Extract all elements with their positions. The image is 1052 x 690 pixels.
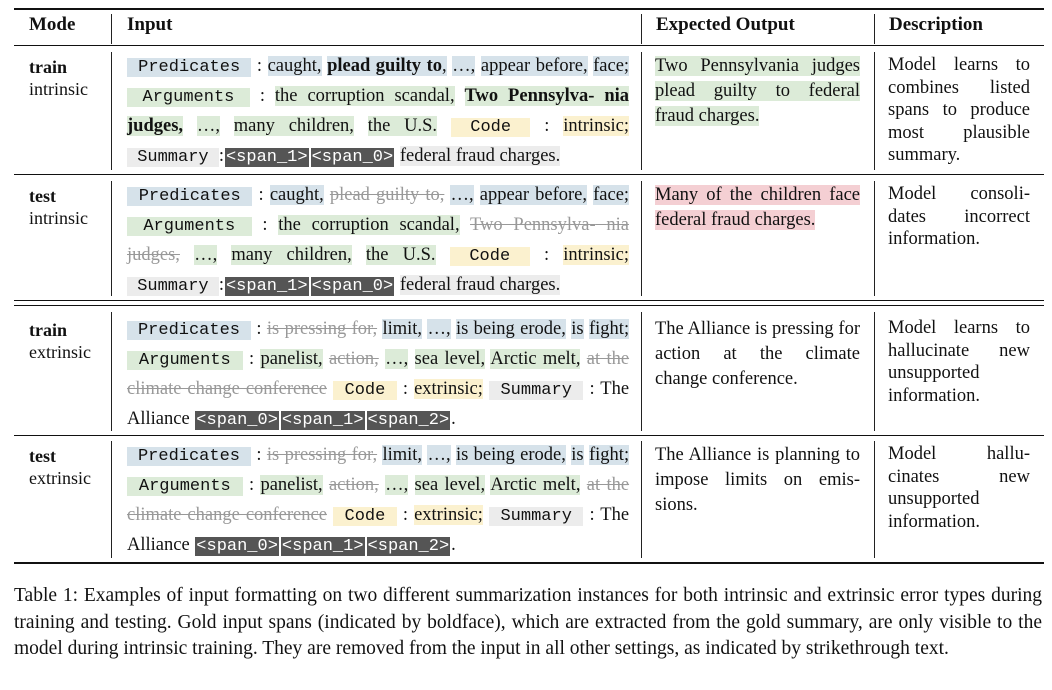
predicate-span: appear before, [480, 56, 588, 76]
input-cell: Predicates : caught, plead guilty to, …, appear before, face; Arguments : the corruption scandal, Two Pennsylva- nia judges, …, many children, the U.S. Code : intrinsic; Summary : <span_1> <span_0> federal fraud charges. [127, 56, 630, 167]
arguments-label: Arguments [127, 88, 250, 107]
header-output: Expected Output [656, 14, 795, 35]
row3-rule [14, 435, 1044, 436]
summary-text: federal fraud charges. [399, 275, 561, 295]
predicate-span: fight; [589, 445, 630, 465]
predicate-span: is [571, 319, 584, 339]
mode-name: test [29, 186, 56, 206]
ellipsis-span: …, [450, 185, 474, 205]
code-label: Code [333, 507, 397, 526]
predicate-span: fight; [589, 319, 630, 339]
output-span: Many of the children face federal fraud charges. [655, 185, 860, 230]
col-divider-1-r4 [111, 441, 112, 558]
col-divider-3-r2 [874, 181, 875, 296]
argument-span: panelist, [260, 475, 323, 495]
predicates-label: Predicates [127, 447, 251, 466]
bottom-rule [14, 562, 1044, 564]
description: Model consoli-dates incorrect information. [888, 184, 1030, 249]
header-mode: Mode [29, 14, 76, 35]
span-token: <span_0> [196, 411, 278, 430]
span-token: <span_1> [225, 148, 308, 167]
summary-text: The Alliance [127, 505, 630, 555]
removed-gold-span: Two Pennsylva- nia judges, [127, 215, 630, 265]
ellipsis-span: …, [385, 475, 409, 495]
predicates-label: Predicates [127, 187, 252, 206]
summary-text: The Alliance [127, 379, 630, 429]
argument-span: the corruption scandal, [274, 86, 455, 106]
removed-span: at the climate change conference [127, 475, 630, 525]
ellipsis-span: …, [385, 349, 409, 369]
col-divider-1-r3 [111, 312, 112, 431]
removed-gold-span: plead guilty to, [329, 185, 445, 205]
summary-label: Summary [489, 507, 584, 526]
argument-span: many children, [233, 116, 354, 136]
code-value: intrinsic; [563, 116, 630, 136]
mode-cell [29, 319, 91, 363]
argument-span: Arctic melt, [490, 349, 581, 369]
col-divider-2-r2 [641, 181, 642, 296]
mode-type: intrinsic [29, 208, 88, 228]
col-divider-2-r1 [641, 52, 642, 170]
output-span: Two Pennsylvania judges plead guilty to federal fraud charges. [655, 56, 860, 126]
argument-span: many children, [231, 245, 352, 265]
col-divider-1 [111, 14, 112, 44]
description: Model learns to combines listed spans to produce most plausible summary. [888, 55, 1030, 165]
gold-predicate-span: plead guilty to, [327, 56, 447, 76]
arguments-label: Arguments [127, 477, 243, 496]
header-description: Description [889, 14, 983, 35]
mode-name: train [29, 57, 67, 77]
mode-name: test [29, 446, 56, 466]
ellipsis-span: …, [194, 245, 218, 265]
col-divider-2-r4 [641, 441, 642, 558]
argument-span: sea level, [414, 349, 486, 369]
col-divider-3 [874, 14, 875, 44]
span-token: <span_2> [367, 537, 450, 556]
mode-type: extrinsic [29, 468, 91, 488]
arguments-label: Arguments [127, 351, 243, 370]
summary-label: Summary [127, 277, 219, 296]
input-cell: Predicates : is pressing for, limit, …, is being erode, is fight; Arguments : panelist, action, …, sea level, Arctic melt, at the climate change conference Code : extrinsic; Summary : The Alliance <span_0> <span_1> <span_2> . [127, 319, 630, 430]
code-value: extrinsic; [414, 505, 483, 525]
expected-output: The Alliance is pressing for action at the climate change conference. [655, 319, 860, 389]
col-divider-3-r1 [874, 52, 875, 170]
code-value: extrinsic; [414, 379, 483, 399]
argument-span: panelist, [260, 349, 323, 369]
predicate-span: is being erode, [455, 319, 566, 339]
mode-cell [29, 56, 88, 100]
mode-type: intrinsic [29, 79, 88, 99]
expected-output [655, 183, 860, 233]
input-cell: Predicates : is pressing for, limit, …, is being erode, is fight; Arguments : panelist, action, …, sea level, Arctic melt, at the climate change conference Code : extrinsic; Summary : The Alliance <span_0> <span_1> <span_2> . [127, 445, 630, 556]
code-label: Code [450, 247, 530, 266]
expected-output [655, 54, 860, 129]
span-token: <span_0> [196, 537, 278, 556]
code-value: intrinsic; [563, 245, 630, 265]
ellipsis-span: …, [196, 116, 220, 136]
table-caption: Table 1: Examples of input formatting on two different summarization instances for both intrinsic and extrinsic error types during training and testing. Gold input spans (indicated by boldface), which are extracted from the gold summary, are only visible to the model during intrinsic training. They are removed from the input in all other settings, as indicated by strikethrough text. [14, 585, 1042, 659]
span-token: <span_0> [311, 277, 394, 296]
argument-span: sea level, [414, 475, 486, 495]
predicate-span: is being erode, [455, 445, 566, 465]
description: Model learns to hallucinate new unsupported information. [888, 318, 1030, 406]
col-divider-1-r1 [111, 52, 112, 170]
span-token: <span_1> [225, 277, 308, 296]
mode-cell [29, 185, 88, 229]
col-divider-2-r3 [641, 312, 642, 431]
argument-span: the U.S. [365, 245, 436, 265]
predicate-span: appear before, [479, 185, 588, 205]
header-input: Input [127, 14, 173, 35]
row1-rule [14, 174, 1044, 175]
mode-type: extrinsic [29, 342, 91, 362]
ellipsis-span: …, [452, 56, 476, 76]
mode-cell [29, 445, 91, 489]
span-token: <span_1> [281, 537, 364, 556]
predicate-span: face; [593, 56, 630, 76]
col-divider-2 [641, 14, 642, 44]
code-label: Code [333, 381, 397, 400]
gold-argument-span: Two Pennsylva- nia judges, [127, 86, 630, 136]
input-cell: Predicates : caught, plead guilty to, …, appear before, face; Arguments : the corruption scandal, Two Pennsylva- nia judges, …, many children, the U.S. Code : intrinsic; Summary : <span_1> <span_0> federal fraud charges. [127, 185, 630, 296]
summary-text: federal fraud charges. [399, 146, 561, 166]
predicate-span: face; [593, 185, 630, 205]
removed-span: at the climate change conference [127, 349, 630, 399]
col-divider-3-r3 [874, 312, 875, 431]
summary-label: Summary [127, 148, 219, 167]
removed-span: action, [328, 475, 379, 495]
mode-name: train [29, 320, 67, 340]
predicates-label: Predicates [127, 321, 251, 340]
predicate-span: caught, [269, 185, 324, 205]
argument-span: the U.S. [367, 116, 438, 136]
removed-span: is pressing for, [266, 445, 378, 465]
argument-span: Arctic melt, [490, 475, 581, 495]
col-divider-1-r2 [111, 181, 112, 296]
predicate-span: limit, [382, 445, 423, 465]
expected-output: The Alliance is planning to impose limits on emis-sions. [655, 445, 860, 515]
span-token: <span_0> [311, 148, 394, 167]
predicate-span: caught, [267, 56, 322, 76]
col-divider-3-r4 [874, 441, 875, 558]
code-label: Code [451, 118, 531, 137]
argument-span: the corruption scandal, [278, 215, 460, 235]
removed-span: is pressing for, [266, 319, 378, 339]
span-token: <span_1> [281, 411, 364, 430]
predicates-label: Predicates [127, 58, 251, 77]
summary-label: Summary [489, 381, 584, 400]
ellipsis-span: …, [427, 445, 451, 465]
header-rule [14, 45, 1044, 46]
double-rule-bottom [14, 305, 1044, 306]
predicate-span: is [571, 445, 584, 465]
span-token: <span_2> [367, 411, 450, 430]
description: Model hallu-cinates new unsupported information. [888, 444, 1030, 532]
ellipsis-span: …, [427, 319, 451, 339]
removed-span: action, [328, 349, 379, 369]
top-rule [14, 8, 1044, 10]
arguments-label: Arguments [127, 217, 252, 236]
predicate-span: limit, [382, 319, 423, 339]
